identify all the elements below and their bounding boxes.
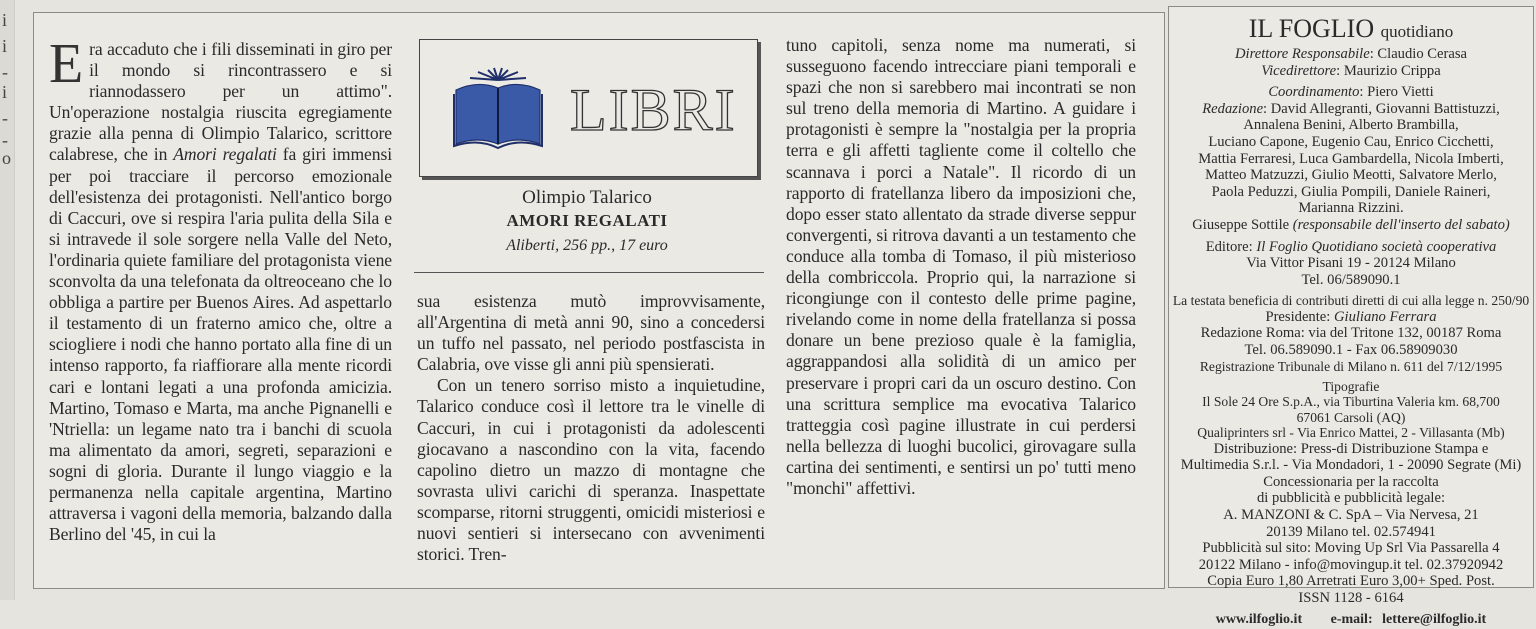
redazione-label: Redazione: [1202, 100, 1264, 117]
newspaper-name: IL FOGLIO: [1248, 14, 1375, 43]
distribuzione-line: Multimedia S.r.l. - Via Mondadori, 1 - 20090 Segrate (Mi): [1180, 457, 1522, 474]
concessionaria-line: 20139 Milano tel. 02.574941: [1266, 523, 1436, 540]
concessionaria-line: di pubblicità e pubblicità legale:: [1256, 490, 1446, 507]
libri-section-title: LIBRI: [570, 77, 737, 143]
column1-text-start: ra accaduto che i fili disseminati in giro per il mondo si rincontrassero e si riannodassero per un attimo". Un'operazione nostalgia riuscita egregiamente grazie alla penna di Olimpio Talarico, scrittore calabrese, che in: [49, 39, 392, 165]
concessionaria-line: A. MANZONI & C. SpA – Via Nervesa, 21: [1223, 506, 1479, 523]
book-title-italic: Amori regalati: [173, 144, 277, 165]
editore-label: Editore: [1205, 238, 1249, 255]
vice-label: Vicedirettore: [1261, 62, 1337, 79]
book-author: Olimpio Talarico: [522, 187, 652, 208]
book-title: AMORI REGALATI: [506, 211, 668, 230]
strip-char: -: [2, 130, 8, 150]
editore-address: Via Vittor Pisani 19 - 20124 Milano: [1246, 255, 1456, 272]
redazione-line: David Allegranti, Giovanni Battistuzzi,: [1270, 100, 1500, 117]
tipografie-line: Qualiprinters srl - Via Enrico Mattei, 2 - Villasanta (Mb): [1197, 425, 1505, 441]
open-book-icon: [448, 66, 548, 150]
redazione-line: Mattia Ferraresi, Luca Gambardella, Nicola Imberti,: [1198, 150, 1504, 167]
strip-char: i: [2, 36, 8, 56]
redazione-roma: Redazione Roma: via del Tritone 132, 00187 Roma: [1200, 325, 1502, 342]
director-label: Direttore Responsabile: [1235, 46, 1370, 62]
strip-char: -: [2, 62, 8, 82]
website-link[interactable]: www.ilfoglio.it: [1215, 612, 1303, 628]
redazione-line: Marianna Rizzini.: [1298, 200, 1404, 217]
president-name: Giuliano Ferrara: [1333, 308, 1437, 325]
article-column-3: [786, 35, 1136, 499]
redazione-line: Annalena Benini, Alberto Brambilla,: [1243, 117, 1459, 134]
article-column-1: [49, 33, 393, 545]
tipografie-line: 67061 Carsoli (AQ): [1296, 409, 1406, 425]
tipografie-line: Il Sole 24 Ore S.p.A., via Tiburtina Valeria km. 68,700: [1202, 394, 1500, 410]
email-link[interactable]: e-mail: lettere@ilfoglio.it: [1330, 612, 1487, 628]
redazione-line: Paola Peduzzi, Giulia Pompili, Daniele Raineri,: [1211, 183, 1491, 200]
column3-paragraph: tuno capitoli, senza nome ma numerati, si susseguono facendo intrecciare piani temporali e spazi che non si sarebbero mai incontrati se non sul treno della memoria di Martino. A guidare i protagonisti è sempre la "nostalgia per la propria terra e gli affetti tagliente come il coltello che scannava i porci a Natale". Il ricordo di un rapporto di fratellanza libero da imposizioni che, dopo esser stato allentato da strade diverse seppur convergenti, si ritrova davanti a un testamento che conduce alla tomba di Tomaso, il più misterioso della combriccola. Proprio qui, la narrazione si ricongiunge con il contesto delle prime pagine, rivelando come in nome della fratellanza si possa donare un bene prezioso quale è la famiglia, aggrappandosi alla solidità di un amico per preservare i propri cari da un oscuro destino. Con una scrittura semplice ma evocativa Talarico tratteggia così pagine illustrate in cui perdersi nella bellezza di luoghi bucolici, girovagare sulla cartina dei sentimenti, e sentirsi un po' tutti meno "monchi" affettivi.: [786, 35, 1136, 498]
column1-text-rest: fa giri immensi per poi tracciare il percorso emozionale dell'esistenza dei protagonisti. Nell'antico borgo di Caccuri, ove si respira l'aria pulita della Sila e si intravede il sole sorgere nella Valle del Neto, l'ordinaria quiete familiare del protagonista viene sconvolta da una telefonata da oltreoceano che lo obbliga a partire per Buenos Aires. Ad aspettarlo il testamento di un fraterno amico che, oltre a sciogliere i nodi che hanno portato alla fine di un intenso rapporto, fa riaffiorare alla mente ricordi cari e lontani legati a una profonda amicizia. Martino, Tomaso e Marta, ma anche Pignanelli e 'Ntriella: un legame nato tra i banchi di scuola ma alimentato da amori, segreti, separazioni e sogni di gloria. Durante il lungo viaggio e la permanenza nella capitale argentina, Martino attraversa i vagoni della memoria, balzando dalla Berlino del '45, in cui la: [49, 144, 393, 545]
vice-name: Maurizio Crippa: [1343, 62, 1441, 79]
editore-tel: Tel. 06/589090.1: [1301, 271, 1401, 288]
distribuzione-line: Distribuzione: Press-di Distribuzione Stampa e: [1213, 440, 1489, 457]
book-publisher: Aliberti, 256 pp., 17 euro: [506, 237, 668, 254]
editore-name: Il Foglio Quotidiano società cooperativa: [1256, 238, 1497, 255]
issn: ISSN 1128 - 6164: [1298, 589, 1404, 606]
column2-paragraph: sua esistenza mutò improvvisamente, all'Argentina di metà anni 90, sino a concedersi un tuffo nel passato, nel periodo postfascista in Calabria, ove visse gli anni più spensierati.: [417, 291, 765, 375]
libri-section-box: [419, 39, 758, 177]
president-label: Presidente:: [1265, 308, 1331, 325]
strip-char: i: [2, 10, 8, 30]
tipografie-label: Tipografie: [1322, 378, 1380, 394]
copia-price: Copia Euro 1,80 Arretrati Euro 3,00+ Sped. Post.: [1207, 573, 1495, 590]
coord-label: Coordinamento: [1268, 84, 1360, 101]
sottile-name: Giuseppe Sottile: [1192, 216, 1290, 233]
redazione-roma-tel: Tel. 06.589090.1 - Fax 06.58909030: [1244, 341, 1458, 358]
strip-char: i: [2, 82, 8, 102]
masthead-title: [1169, 15, 1533, 46]
sito-line: Pubblicità sul sito: Moving Up Srl Via Passarella 4: [1202, 540, 1500, 557]
redazione-line: Luciano Capone, Eugenio Cau, Enrico Cicchetti,: [1208, 133, 1494, 150]
book-info: [402, 181, 772, 255]
article-column-2: [417, 291, 765, 565]
contributi-note: La testata beneficia di contributi diretti di cui alla legge n. 250/90: [1172, 293, 1530, 309]
sottile-role: (responsabile dell'inserto del sabato): [1292, 216, 1510, 233]
sito-line: 20122 Milano - info@movingup.it tel. 02.37920942: [1198, 556, 1504, 573]
column2-paragraph: Con un tenero sorriso misto a inquietudine, Talarico conduce così il lettore tra le vinelle di Caccuri, in cui i protagonisti da adolescenti giocavano a nascondino con la vita, facendo capolino dietro un mazzo di montagne che sovrasta ulivi carichi di speranza. Inaspettate scomparse, ritorni struggenti, omicidi misteriosi e nuovi sentieri si intersecano con avvenimenti storici. Tren-: [417, 375, 765, 565]
coord-name: Piero Vietti: [1367, 84, 1434, 101]
director-name: Claudio Cerasa: [1377, 46, 1467, 62]
redazione-line: Matteo Matzuzzi, Giulio Meotti, Salvatore Merlo,: [1205, 167, 1497, 184]
book-info-divider: [414, 272, 764, 273]
drop-cap: E: [49, 33, 84, 95]
previous-page-strip: [0, 0, 15, 600]
newspaper-subtitle: quotidiano: [1380, 22, 1454, 41]
concessionaria-line: Concessionaria per la raccolta: [1263, 473, 1439, 490]
masthead-box: IL FOGLIO quotidiano Direttore Responsabile: Claudio Cerasa Vicedirettore: Maurizio Crippa Coordinamento: Piero Vietti Redazione: David Allegranti, Giovanni Battistuzzi, Annalena Benini, Alberto Brambilla, Luciano Capone, Eugenio Cau, Enrico Cicchetti, Mattia Ferraresi, Luca Gambardella, Nicola Imberti, Matteo Matzuzzi, Giulio Meotti, Salvatore Merlo, Paola Peduzzi, Giulia Pompili, Daniele Raineri, Marianna Rizzini. Giuseppe Sottile (responsabile dell'inserto del sabato) Editore: Il Foglio Quotidiano società cooperativa Via Vittor Pisani 19 - 20124 Milano Tel. 06/589090.1 La testata beneficia di contributi diretti di cui alla legge n. 250/90 Presidente: Giuliano Ferrara Redazione Roma: via del Tritone 132, 00187 Roma Tel. 06.589090.1 - Fax 06.58909030 Registrazione Tribunale di Milano n. 611 del 7/12/1995 Tipografie Il Sole 24 Ore S.p.A., via Tiburtina Valeria km. 68,700 67061 Carsoli (AQ) Qualiprinters srl - Via Enrico Mattei, 2 - Villasanta (Mb) Distribuzione: Press-di Distribuzione Stampa e Multimedia S.r.l. - Via Mondadori, 1 - 20090 Segrate (Mi) Concessionaria per la raccolta di pubblicità e pubblicità legale: A. MANZONI & C. SpA – Via Nervesa, 21 20139 Milano tel. 02.574941 Pubblicità sul sito: Moving Up Srl Via Passarella 4 20122 Milano - info@movingup.it tel. 02.37920942 Copia Euro 1,80 Arretrati Euro 3,00+ Sped. Post. ISSN 1128 - 6164 www.ilfoglio.it e-mail: lettere@ilfoglio.it: [1168, 6, 1534, 588]
book-review-article: [33, 12, 1165, 589]
strip-char: -: [2, 108, 8, 128]
registrazione: Registrazione Tribunale di Milano n. 611 del 7/12/1995: [1199, 358, 1503, 374]
strip-char: o: [2, 148, 11, 168]
